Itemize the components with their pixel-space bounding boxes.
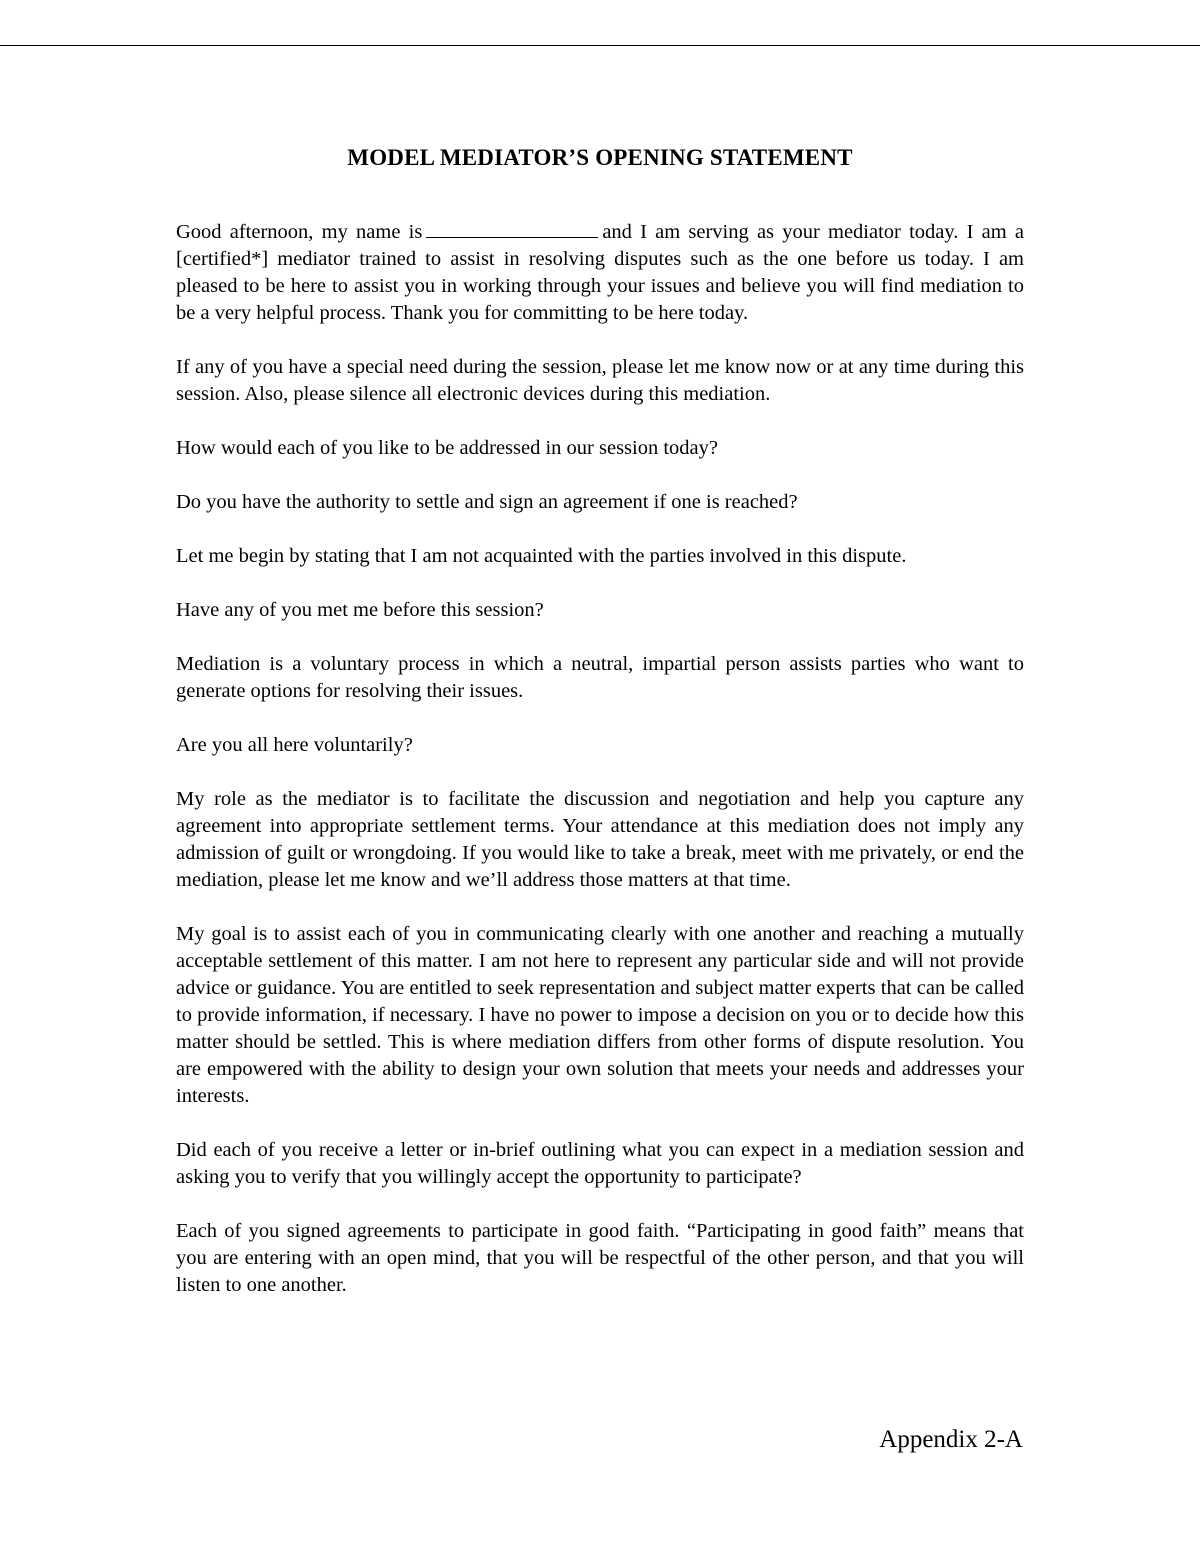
paragraph-not-acquainted: Let me begin by stating that I am not acquainted with the parties involved in this dispute.: [176, 545, 907, 567]
paragraph-voluntary: Are you all here voluntarily?: [176, 734, 413, 756]
document-body: [176, 143, 1024, 1326]
paragraph-addressed: How would each of you like to be addressed in our session today?: [176, 437, 718, 459]
appendix-label: Appendix 2-A: [879, 1426, 1023, 1453]
greeting-continuation-text: and I am serving as your mediator today. I am a [certified*] mediator trained to assist in resolving disputes such as the one before us today. I am pleased to be here to assist you in working through your issues and believe you will find mediation to be a very helpful process. Thank you for committing to be here today.: [176, 221, 1024, 324]
paragraph-mediation-definition: Mediation is a voluntary process in which a neutral, impartial person assists parties who want to generate options for resolving their issues.: [176, 653, 1024, 702]
paragraph-mediator-goal: My goal is to assist each of you in communicating clearly with one another and reaching a mutually acceptable settlement of this matter. I am not here to represent any particular side and will not provide advice or guidance. You are entitled to seek representation and subject matter experts that can be called to provide information, if necessary. I have no power to impose a decision on you or to decide how this matter should be settled. This is where mediation differs from other forms of dispute resolution. You are empowered with the ability to design your own solution that meets your needs and addresses your interests.: [176, 923, 1024, 1107]
paragraph-greeting: [176, 219, 1024, 327]
mediator-name-blank: [426, 221, 598, 238]
paragraph-in-brief-letter: Did each of you receive a letter or in-brief outlining what you can expect in a mediation session and asking you to verify that you willingly accept the opportunity to participate?: [176, 1139, 1024, 1188]
document-title: MODEL MEDIATOR’S OPENING STATEMENT: [347, 145, 853, 170]
paragraph-good-faith: Each of you signed agreements to participate in good faith. “Participating in good faith” means that you are entering with an open mind, that you will be respectful of the other person, and that you will listen to one another.: [176, 1220, 1024, 1296]
paragraph-mediator-role: My role as the mediator is to facilitate the discussion and negotiation and help you capture any agreement into appropriate settlement terms. Your attendance at this mediation does not imply any admission of guilt or wrongdoing. If you would like to take a break, meet with me privately, or end the mediation, please let me know and we’ll address those matters at that time.: [176, 788, 1024, 891]
paragraph-authority: Do you have the authority to settle and sign an agreement if one is reached?: [176, 491, 798, 513]
greeting-intro-text: Good afternoon, my name is: [176, 221, 423, 243]
paragraph-met-before: Have any of you met me before this session?: [176, 599, 544, 621]
header-rule: [0, 45, 1200, 46]
paragraph-special-needs: If any of you have a special need during the session, please let me know now or at any time during this session. Also, please silence all electronic devices during this mediation.: [176, 356, 1024, 405]
